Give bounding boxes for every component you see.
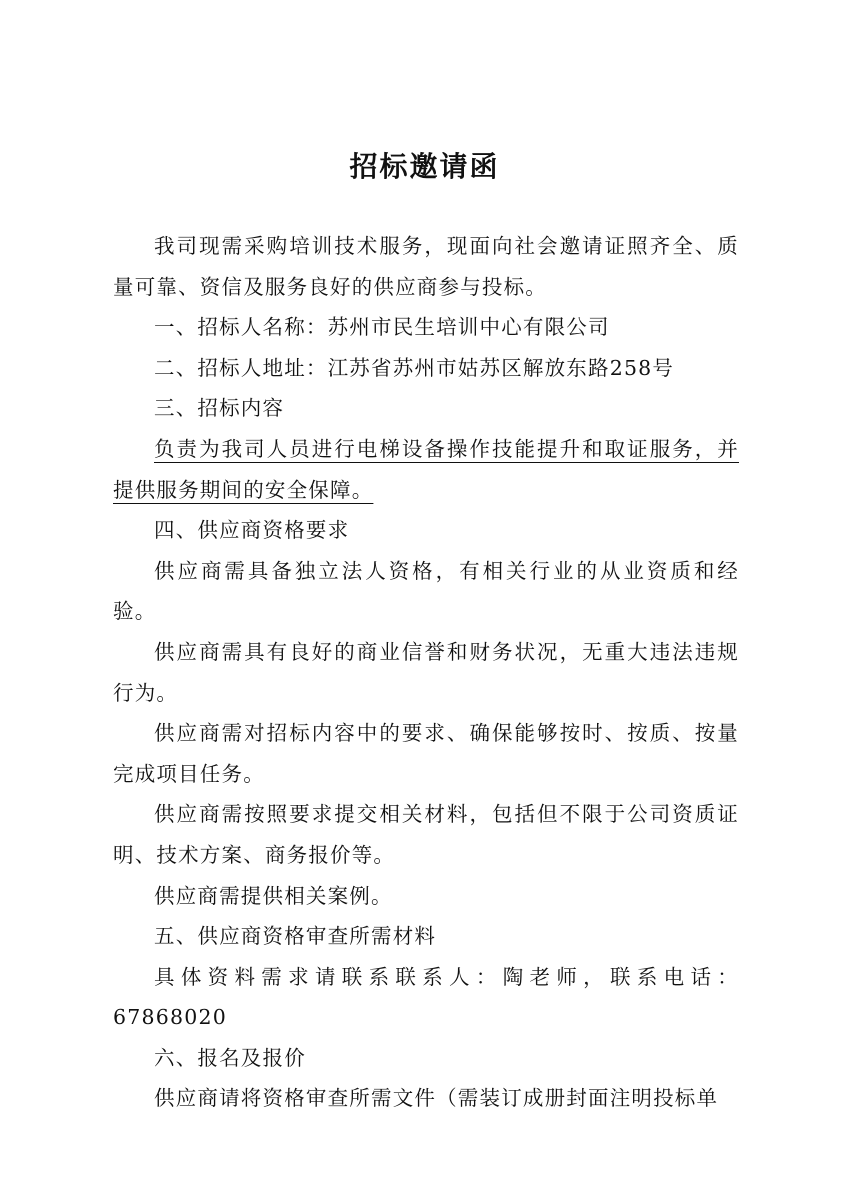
requirement-1: 供应商需具备独立法人资格，有相关行业的从业资质和经验。 <box>113 558 739 624</box>
tender-content-paragraph: 负责为我司人员进行电梯设备操作技能提升和取证服务，并提供服务期间的安全保障。 <box>113 436 739 502</box>
section-5-heading: 五、供应商资格审查所需材料 <box>154 924 437 949</box>
contact-info: 具体资料需求请联系联系人：陶老师，联系电话：67868020 <box>113 964 739 1030</box>
section-2-tenderer-address: 二、招标人地址：江苏省苏州市姑苏区解放东路258号 <box>154 355 675 380</box>
requirement-5: 供应商需提供相关案例。 <box>154 883 393 908</box>
document-body <box>113 226 739 1119</box>
submission-paragraph: 供应商请将资格审查所需文件（需装订成册封面注明投标单 <box>154 1086 719 1111</box>
requirement-3: 供应商需对招标内容中的要求、确保能够按时、按质、按量完成项目任务。 <box>113 721 739 786</box>
section-4-heading: 四、供应商资格要求 <box>154 518 350 543</box>
section-1-tenderer-name: 一、招标人名称：苏州市民生培训中心有限公司 <box>154 315 610 340</box>
section-3-heading: 三、招标内容 <box>154 396 285 421</box>
requirement-2: 供应商需具有良好的商业信誉和财务状况，无重大违法违规行为。 <box>113 639 739 705</box>
requirement-4: 供应商需按照要求提交相关材料，包括但不限于公司资质证明、技术方案、商务报价等。 <box>113 802 739 867</box>
intro-paragraph: 我司现需采购培训技术服务，现面向社会邀请证照齐全、质量可靠、资信及服务良好的供应商参与投标。 <box>113 234 739 299</box>
document-title: 招标邀请函 <box>349 150 500 183</box>
section-6-heading: 六、报名及报价 <box>154 1045 306 1070</box>
